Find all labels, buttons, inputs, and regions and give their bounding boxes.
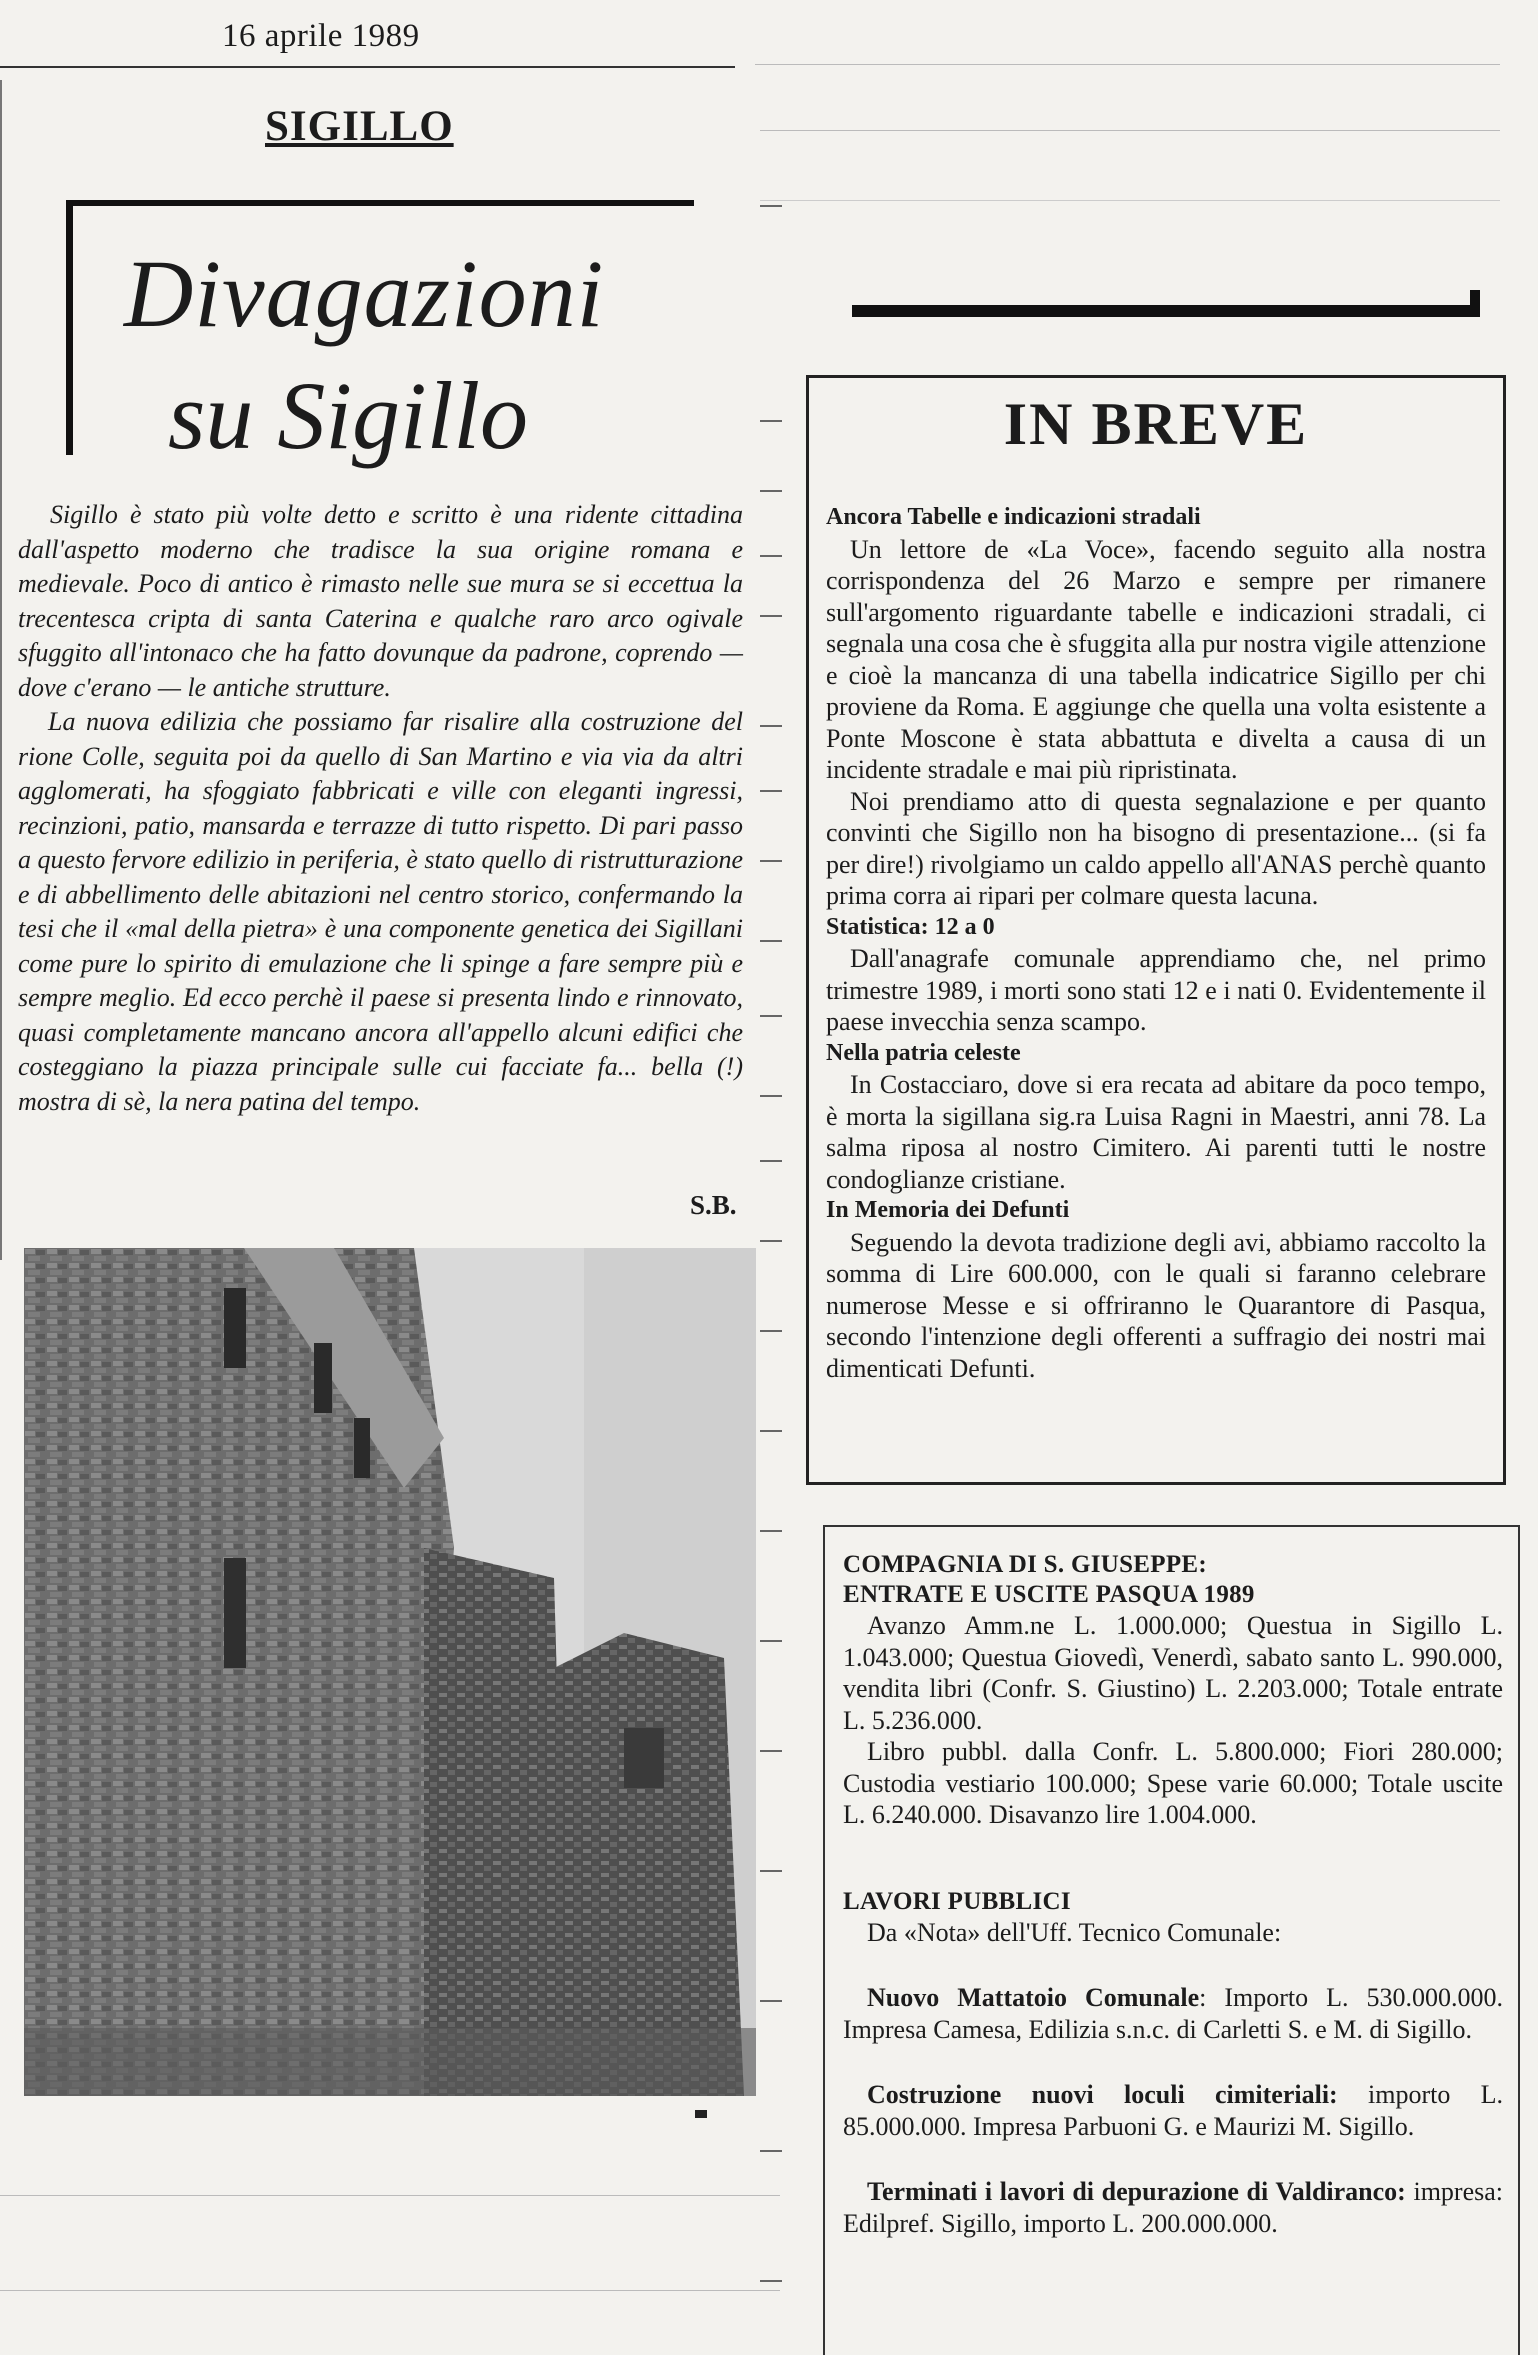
photo-illustration: [24, 1248, 756, 2096]
news-heading: In Memoria dei Defunti: [826, 1197, 1070, 1223]
margin-mark: [760, 490, 782, 492]
in-breve-title: IN BREVE: [1003, 391, 1309, 457]
lavori-item: [843, 2176, 1503, 2239]
left-page-border: [0, 80, 2, 1260]
faint-rule: [0, 2195, 780, 2196]
article-title-line1: Divagazioni: [124, 240, 605, 347]
photo-credit-mark: [695, 2110, 707, 2118]
lavori-item-text: impresa: Edilpref. Sigillo, importo L. 200.000.000.: [843, 2177, 1503, 2238]
article-signature: S.B.: [690, 1190, 737, 1220]
news-heading: Ancora Tabelle e indicazioni stradali: [826, 504, 1201, 530]
spacer: [843, 2142, 1503, 2176]
article-paragraph: Sigillo è stato più volte detto e scritto è una ridente cittadina dall'aspetto moderno che tradisce la sua origine romana e medievale. Poco di antico è rimasto nelle sue mura se si eccettua la trecentesca cripta di santa Caterina e qualche raro arco ogivale sfuggito all'intonaco che ha fatto dovunque da padrone, coprendo — dove c'erano — le antiche strutture.: [18, 500, 743, 702]
margin-mark: [760, 2150, 782, 2152]
faint-rule: [760, 130, 1500, 131]
compagnia-uscite: Libro pubbl. dalla Confr. L. 5.800.000; Fiori 280.000; Custodia vestiario 100.000; Spese varie 60.000; Totale uscite L. 6.240.000. Disavanzo lire 1.004.000.: [843, 1737, 1503, 1829]
spacer: [843, 1865, 1503, 1887]
margin-mark: [760, 1015, 782, 1017]
margin-mark: [760, 615, 782, 617]
margin-mark: [760, 1750, 782, 1752]
margin-mark: [760, 2000, 782, 2002]
margin-mark: [760, 420, 782, 422]
lavori-intro: Da «Nota» dell'Uff. Tecnico Comunale:: [867, 1917, 1282, 1947]
margin-mark: [760, 205, 782, 207]
spacer: [843, 2045, 1503, 2079]
news-paragraph: Seguendo la devota tradizione degli avi, abbiamo raccolto la somma di Lire 600.000, con le quali si faranno celebrare numerose Messe e si offriranno le Quarantore di Pasqua, secondo l'intenzione degli offerenti a suffragio dei nostri mai dimenticati Defunti.: [826, 1227, 1486, 1383]
lavori-item-label: Costruzione nuovi loculi cimiteriali:: [867, 2080, 1338, 2109]
in-breve-top-rule: [852, 305, 1480, 317]
compagnia-entrate: Avanzo Amm.ne L. 1.000.000; Questua in Sigillo L. 1.043.000; Questua Giovedì, Venerdì, sabato santo L. 990.000, vendita libri (Confr. S. Giustino) L. 2.203.000; Totale entrate L. 5.236.000.: [843, 1611, 1503, 1735]
header-rule-right: [755, 64, 1500, 65]
margin-mark: [760, 1430, 782, 1432]
margin-mark: [760, 2280, 782, 2282]
publication-date: 16 aprile 1989: [222, 18, 420, 54]
lavori-item-text: : Importo L. 530.000.000. Impresa Camesa, Edilizia s.n.c. di Carletti S. e M. di Sigillo.: [843, 1983, 1503, 2044]
margin-mark: [760, 790, 782, 792]
faint-rule: [760, 200, 1500, 201]
lavori-item: [843, 1982, 1503, 2045]
compagnia-heading-line2: ENTRATE E USCITE PASQUA 1989: [843, 1581, 1255, 1608]
margin-mark: [760, 1330, 782, 1332]
news-paragraph: In Costacciaro, dove si era recata ad abitare da poco tempo, è morta la sigillana sig.ra Luisa Ragni in Maestri, anni 78. La salma riposa al nostro Cimitero. Ai parenti tutti le nostre condoglianze cristiane.: [826, 1070, 1486, 1194]
news-paragraph: Dall'anagrafe comunale apprendiamo che, nel primo trimestre 1989, i morti sono stati 12 e i nati 0. Evidentemente il paese invecchia senza scampo.: [826, 944, 1486, 1036]
news-heading: Nella patria celeste: [826, 1039, 1021, 1066]
margin-mark: [760, 555, 782, 557]
margin-mark: [760, 860, 782, 862]
header-rule: [0, 66, 735, 68]
lavori-item-label: Nuovo Mattatoio Comunale: [867, 1983, 1200, 2012]
margin-mark: [760, 1240, 782, 1242]
title-frame-left: [66, 200, 73, 455]
in-breve-rule-tick: [1470, 290, 1480, 317]
news-heading: Statistica: 12 a 0: [826, 913, 995, 940]
article-title-line2: su Sigillo: [168, 362, 529, 469]
article-body: [18, 498, 743, 1119]
spacer: [843, 1831, 1503, 1865]
lavori-heading: LAVORI PUBBLICI: [843, 1887, 1071, 1915]
lavori-item-label: Terminati i lavori di depurazione di Valdiranco:: [867, 2177, 1406, 2206]
article-paragraph: La nuova edilizia che possiamo far risalire alla costruzione del rione Colle, seguita poi da quello di San Martino e via via da altri agglomerati, ha sfoggiato fabbricati e ville con eleganti ingressi, recinzioni, patio, mansarda e terrazze di tutto rispetto. Di pari passo a questo fervore edilizio in periferia, è stato quello di ristrutturazione e di abbellimento delle abitazioni nel centro storico, confermando la tesi che il «mal della pietra» è una componente genetica dei Sigillani come pure lo spirito di emulazione che li spinge a fare sempre più e sempre meglio. Ed ecco perchè il paese si presenta lindo e rinnovato, quasi completamente mancano ancora all'appello alcuni edifici che costeggiano la piazza principale sulle cui facciate fa... bella (!) mostra di sè, la nera patina del tempo.: [18, 707, 743, 1116]
margin-mark: [760, 940, 782, 942]
section-title: SIGILLO: [265, 103, 454, 150]
in-breve-body: [826, 502, 1486, 1384]
margin-mark: [760, 1530, 782, 1532]
compagnia-body: [843, 1550, 1503, 2239]
spacer: [843, 1948, 1503, 1982]
news-paragraph: Noi prendiamo atto di questa segnalazione e per quanto convinti che Sigillo non ha bisogno di presentazione... (si fa per dire!) rivolgiamo un caldo appello all'ANAS perchè quanto prima corra ai ripari per colmare questa lacuna.: [826, 786, 1486, 910]
article-photo: [24, 1248, 756, 2096]
margin-mark: [760, 1640, 782, 1642]
margin-mark: [760, 1870, 782, 1872]
margin-mark: [760, 725, 782, 727]
faint-rule: [0, 2290, 780, 2291]
title-frame-top: [66, 200, 694, 206]
news-paragraph: Un lettore de «La Voce», facendo seguito alla nostra corrispondenza del 26 Marzo e sempre per rimanere sull'argomento riguardante tabelle e indicazioni stradali, ci segnala una cosa che è sfuggita alla pur nostra vigile attenzione e cioè la mancanza di una tabella indicatrice Sigillo per chi proviene da Roma. E aggiunge che quella una volta esistente a Ponte Moscone è stata abbattuta e divelta a causa di un incidente stradale e mai più ripristinata.: [826, 534, 1486, 784]
margin-mark: [760, 1160, 782, 1162]
compagnia-heading-line1: COMPAGNIA DI S. GIUSEPPE:: [843, 1551, 1208, 1578]
lavori-item: [843, 2079, 1503, 2142]
margin-mark: [760, 1095, 782, 1097]
lavori-item-text: importo L. 85.000.000. Impresa Parbuoni G. e Maurizi M. Sigillo.: [843, 2080, 1504, 2141]
